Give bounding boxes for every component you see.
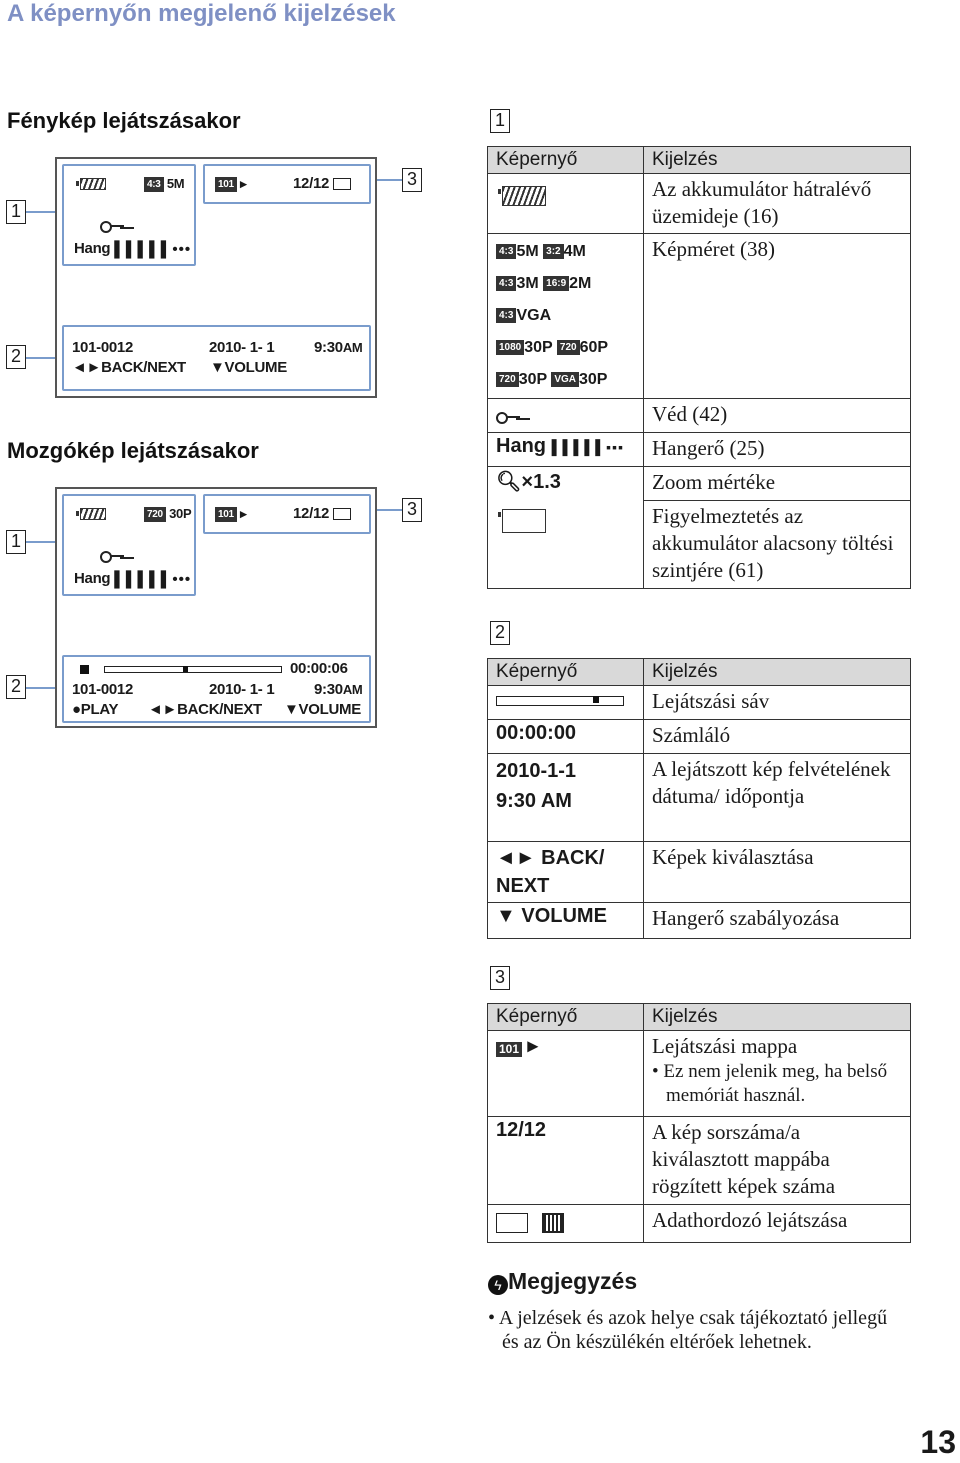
playback-bar-icon — [496, 696, 624, 706]
callout-2: 2 — [6, 675, 26, 699]
battery-desc: Az akkumulátor hátralévő üzemideje (16) — [644, 174, 911, 234]
volume-control[interactable]: ▼VOLUME — [284, 701, 361, 718]
zoom-desc: Zoom mértéke — [644, 467, 911, 501]
note-text: • A jelzések és azok helye csak tájékoztató jellegű és az Ön készülékén eltérőek lehetnek. — [488, 1307, 888, 1353]
note-icon: ϟ — [488, 1275, 508, 1295]
size-desc: Képméret (38) — [644, 234, 911, 399]
volume-desc: Hangerő szabályozása — [644, 903, 911, 939]
page-header-title: A képernyőn megjelenő kijelzések — [7, 0, 396, 27]
movie-section-title: Mozgókép lejátszásakor — [7, 438, 259, 463]
table2-label: 2 — [490, 621, 510, 645]
image-count: 12/12 — [293, 175, 330, 192]
photo-area-2 — [62, 325, 371, 391]
image-size-tag: 4:3 — [144, 177, 164, 192]
movie-screen — [55, 487, 377, 728]
table3-label: 3 — [490, 966, 510, 990]
table3: Képernyő Kijelzés 101 ▸ Lejátszási mappa • Ez nem jelenik meg, ha belső memóriát használ. 12/12 A kép sorszáma/a kiválasztott mappába rögzített képek száma Adathordozó lejátszása — [487, 1003, 911, 1243]
counter: 00:00:06 — [290, 660, 348, 677]
file-number: 101-0012 — [72, 339, 133, 356]
volume-bars-icon: ▌▌▌▌▌▪▪▪ — [551, 438, 625, 455]
back-next-label: ◄► BACK/ NEXT — [488, 842, 644, 903]
volume-control[interactable]: ▼VOLUME — [210, 359, 287, 376]
playback-bar — [104, 666, 282, 673]
counter-desc: Számláló — [644, 720, 911, 754]
zoom-value: ×1.3 — [521, 471, 561, 493]
memory-card-icon — [333, 508, 351, 520]
back-next-desc: Képek kiválasztása — [644, 842, 911, 903]
date-desc: A lejátszott kép felvételének dátuma/ időpontja — [644, 754, 911, 842]
table2-col2: Kijelzés — [644, 659, 911, 686]
count-desc: A kép sorszáma/a kiválasztott mappába rögzített képek száma — [644, 1117, 911, 1205]
internal-memory-icon — [542, 1213, 564, 1233]
back-next-control[interactable]: ◄►BACK/NEXT — [148, 701, 262, 718]
counter-value: 00:00:00 — [488, 720, 644, 754]
page-number: 13 — [920, 1424, 956, 1460]
memory-card-icon — [496, 1213, 528, 1233]
media-desc: Adathordozó lejátszása — [644, 1205, 911, 1243]
date: 2010- 1- 1 — [209, 339, 275, 356]
folder-icon: 101 — [215, 507, 237, 522]
callout-3: 3 — [402, 168, 422, 192]
table2 — [487, 658, 911, 939]
photo-area-3: 101 ▸ 12/12 — [203, 164, 371, 204]
zoom-icon: 🔍︎ — [496, 471, 522, 493]
image-count: 12/12 — [293, 505, 330, 522]
warn-desc: Figyelmeztetés az akkumulátor alacsony töltési szintjére (61) — [644, 501, 911, 589]
size-icons-cell: 4:3 5M 3:2 4M 4:3 3M 16:9 2M 4:3 VGA 1080 30P 720 60P 720 30P VGA 30P — [488, 234, 644, 399]
low-battery-warning-icon — [502, 509, 546, 533]
volume-label: ▼ VOLUME — [488, 903, 644, 939]
movie-size: 30P — [169, 506, 192, 521]
hang-label: Hang — [74, 570, 111, 587]
play-control[interactable]: ●PLAY — [72, 701, 119, 718]
date-value: 2010-1-1 — [496, 760, 577, 782]
memory-card-icon — [333, 178, 351, 190]
table3-col1: Képernyő — [488, 1004, 644, 1031]
hang-label: Hang — [496, 435, 546, 457]
protect-icon — [100, 551, 124, 561]
folder-icon: 101 — [496, 1042, 522, 1057]
table2-col1: Képernyő — [488, 659, 644, 686]
table1 — [487, 146, 911, 589]
volume-desc: Hangerő (25) — [644, 433, 911, 467]
photo-screen — [55, 157, 377, 398]
folder-desc: Lejátszási mappa — [652, 1034, 798, 1058]
battery-icon — [502, 186, 546, 206]
image-size: 5M — [166, 176, 185, 191]
movie-size-tag: 720 — [144, 507, 166, 522]
movie-area-1 — [62, 494, 196, 596]
volume-bars-icon: ▌▌▌▌▌••• — [114, 570, 192, 588]
time-ampm: AM — [342, 682, 363, 697]
protect-icon — [496, 412, 520, 422]
protect-icon — [100, 221, 124, 231]
callout-1: 1 — [6, 200, 26, 224]
photo-section-title: Fénykép lejátszásakor — [7, 108, 241, 133]
time: 9:30 — [314, 339, 343, 356]
count-value: 12/12 — [488, 1117, 644, 1205]
time-value: 9:30 AM — [496, 790, 572, 812]
folder-note: • Ez nem jelenik meg, ha belső memóriát használ. — [652, 1061, 888, 1106]
date: 2010- 1- 1 — [209, 681, 275, 698]
callout-1: 1 — [6, 530, 26, 554]
playback-position — [183, 666, 188, 672]
file-number: 101-0012 — [72, 681, 133, 698]
movie-area-3: 101 ▸ 12/12 — [203, 494, 371, 534]
table1-label: 1 — [490, 109, 510, 133]
bar-desc: Lejátszási sáv — [644, 686, 911, 720]
table1-col2: Kijelzés — [644, 147, 911, 174]
folder-icon: 101 — [215, 177, 237, 192]
battery-icon — [80, 178, 106, 190]
volume-bars-icon: ▌▌▌▌▌••• — [114, 240, 192, 258]
protect-desc: Véd (42) — [644, 399, 911, 433]
photo-area-1 — [62, 164, 196, 266]
table3-col2: Kijelzés — [644, 1004, 911, 1031]
battery-icon — [80, 508, 106, 520]
callout-3: 3 — [402, 498, 422, 522]
time-ampm: AM — [342, 340, 363, 355]
table1-col1: Képernyő — [488, 147, 644, 174]
back-next-control[interactable]: ◄►BACK/NEXT — [72, 359, 186, 376]
time: 9:30 — [314, 681, 343, 698]
callout-2: 2 — [6, 345, 26, 369]
note-title: Megjegyzés — [508, 1268, 638, 1294]
hang-label: Hang — [74, 240, 111, 257]
movie-area-2 — [62, 655, 371, 723]
stop-icon — [80, 665, 89, 674]
